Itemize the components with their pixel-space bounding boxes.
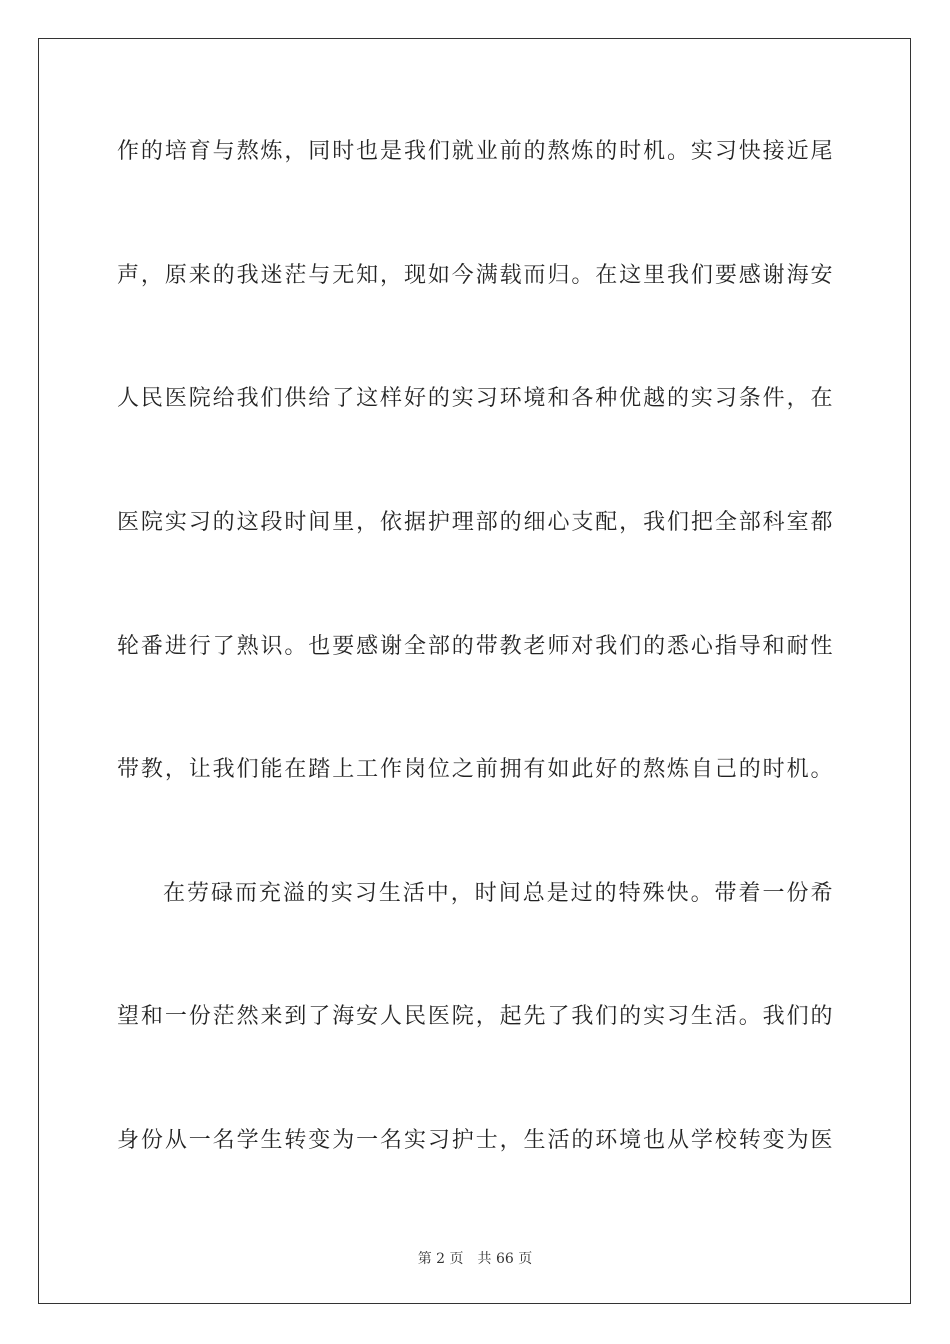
paragraph-line: 医院实习的这段时间里，依据护理部的细心支配，我们把全部科室都 — [117, 510, 833, 535]
paragraph-line: 轮番进行了熟识。也要感谢全部的带教老师对我们的悉心指导和耐性 — [117, 634, 833, 659]
paragraph-line: 在劳碌而充溢的实习生活中，时间总是过的特殊快。带着一份希 — [163, 881, 833, 906]
page-footer — [0, 1248, 950, 1268]
paragraph-line: 人民医院给我们供给了这样好的实习环境和各种优越的实习条件，在 — [117, 386, 833, 411]
page-total: 共 66 页 — [477, 1251, 533, 1267]
paragraph-line: 作的培育与熬炼，同时也是我们就业前的熬炼的时机。实习快接近尾 — [117, 139, 833, 164]
page-frame — [38, 38, 911, 1304]
paragraph-line: 带教，让我们能在踏上工作岗位之前拥有如此好的熬炼自己的时机。 — [117, 757, 833, 782]
paragraph-line: 望和一份茫然来到了海安人民医院，起先了我们的实习生活。我们的 — [117, 1004, 833, 1029]
paragraph-line: 声，原来的我迷茫与无知，现如今满载而归。在这里我们要感谢海安 — [117, 263, 833, 288]
paragraph-line: 身份从一名学生转变为一名实习护士，生活的环境也从学校转变为医 — [117, 1128, 833, 1153]
page-number: 第 2 页 — [417, 1251, 464, 1267]
